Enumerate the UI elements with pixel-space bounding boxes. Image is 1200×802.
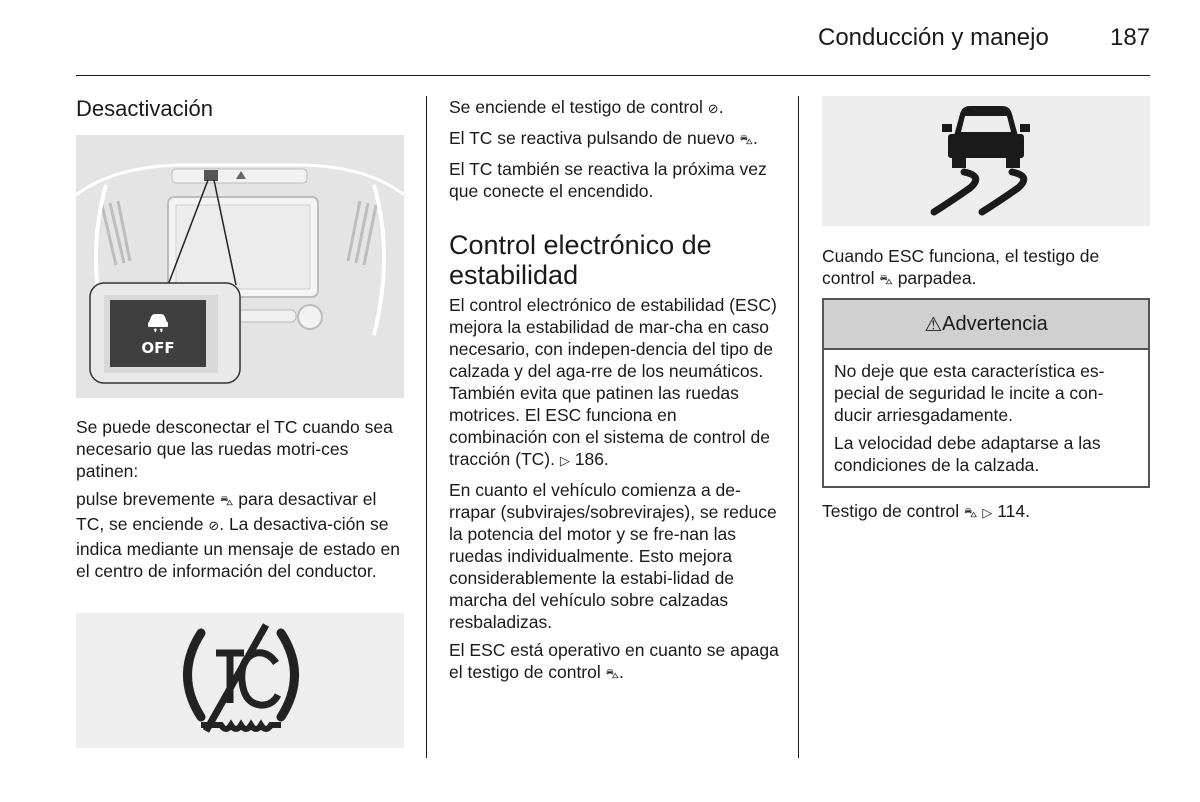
text-run: Cuando ESC funciona, el testigo de control — [822, 246, 1100, 288]
header-rule — [76, 75, 1150, 76]
column-2-text — [449, 96, 779, 692]
paragraph — [449, 127, 779, 152]
off-label: OFF — [141, 339, 175, 357]
reference-arrow-icon: ▷ — [982, 506, 993, 521]
dashboard-drawing — [76, 135, 404, 398]
warning-header — [824, 300, 1148, 350]
text-run: . — [619, 662, 624, 682]
paragraph — [822, 245, 1150, 292]
column-divider-1 — [426, 96, 427, 758]
page-reference: 186. — [574, 449, 609, 469]
text-run: El TC se reactiva pulsando de nuevo — [449, 128, 735, 148]
text-run: El control electrónico de estabilidad (ESC) mejora la estabilidad de mar-cha en caso necesario, con indepen-dencia del tipo de calzada y del aga-rre de los neumáticos. También evita que patinen las ruedas motrices. El ESC funciona en combinación con el sistema de control de tracción (TC). — [449, 295, 777, 469]
paragraph — [449, 639, 779, 686]
paragraph: El TC también se reactiva la próxima vez que conecte el encendido. — [449, 159, 767, 201]
esc-symbol-illustration — [822, 96, 1150, 226]
tc-off-button — [132, 313, 184, 356]
paragraph — [449, 96, 779, 121]
paragraph: Se puede desconectar el TC cuando sea necesario que las ruedas motri-ces patinen: — [76, 417, 393, 481]
warning-body — [824, 350, 1148, 486]
running-header-title: Conducción y manejo — [818, 24, 1049, 51]
paragraph: En cuanto el vehículo comienza a de-rrapar (subvirajes/sobrevirajes), se reduce la potencia del motor y se fre-nan las ruedas individualmente. Esto mejora considerablemente la estabi-lidad de marcha del vehículo sobre calzadas resbaladizas. — [449, 480, 777, 632]
esc-car-icon: ⛍ — [220, 494, 234, 509]
text-run: El ESC está operativo en cuanto se apaga el testigo de control — [449, 640, 779, 682]
column-3-footer-text — [822, 500, 1150, 531]
text-run: . La desactiva-ción se indica mediante un mensaje de estado en el centro de información del conductor. — [76, 514, 400, 581]
page-reference: 114. — [997, 501, 1030, 521]
esc-car-icon — [822, 96, 1150, 226]
text-run: parpadea. — [897, 268, 977, 288]
paragraph — [76, 488, 406, 582]
tc-off-symbol-illustration — [76, 613, 404, 748]
text-run: . — [718, 97, 724, 117]
esc-car-icon: ⛍ — [879, 273, 893, 288]
paragraph — [449, 294, 779, 473]
tc-off-icon: ⊘ — [707, 102, 719, 117]
esc-car-icon — [145, 313, 171, 335]
text-run: Testigo de control — [822, 501, 960, 521]
esc-car-icon: ⛍ — [739, 133, 753, 148]
warning-box — [822, 298, 1150, 488]
section-heading-desactivacion: Desactivación — [76, 96, 213, 121]
column-1-text — [76, 416, 406, 588]
reference-arrow-icon: ▷ — [559, 454, 570, 469]
warning-title: Advertencia — [942, 312, 1048, 335]
text-run: pulse brevemente — [76, 489, 216, 509]
tc-off-icon — [76, 613, 404, 748]
tc-off-icon: ⊘ — [208, 519, 220, 534]
dashboard-illustration — [76, 135, 404, 398]
warning-paragraph: La velocidad debe adaptarse a las condiciones de la calzada. — [834, 433, 1101, 475]
section-heading-esc: Control electrónico de estabilidad — [449, 230, 712, 290]
warning-paragraph: No deje que esta característica es-pecial de seguridad le incite a con-ducir arriesgadamente. — [834, 361, 1105, 425]
text-run: . — [752, 128, 758, 148]
column-divider-2 — [798, 96, 799, 758]
paragraph — [822, 500, 1150, 525]
text-run: para desactivar el TC, se enciende — [76, 489, 377, 534]
column-3-text — [822, 245, 1150, 298]
esc-car-icon: ⛍ — [964, 506, 978, 521]
page-number: 187 — [1110, 24, 1151, 51]
warning-triangle-icon: ⚠ — [924, 312, 943, 336]
text-run: Se enciende el testigo de control — [449, 97, 703, 117]
esc-car-icon: ⛍ — [605, 667, 620, 682]
